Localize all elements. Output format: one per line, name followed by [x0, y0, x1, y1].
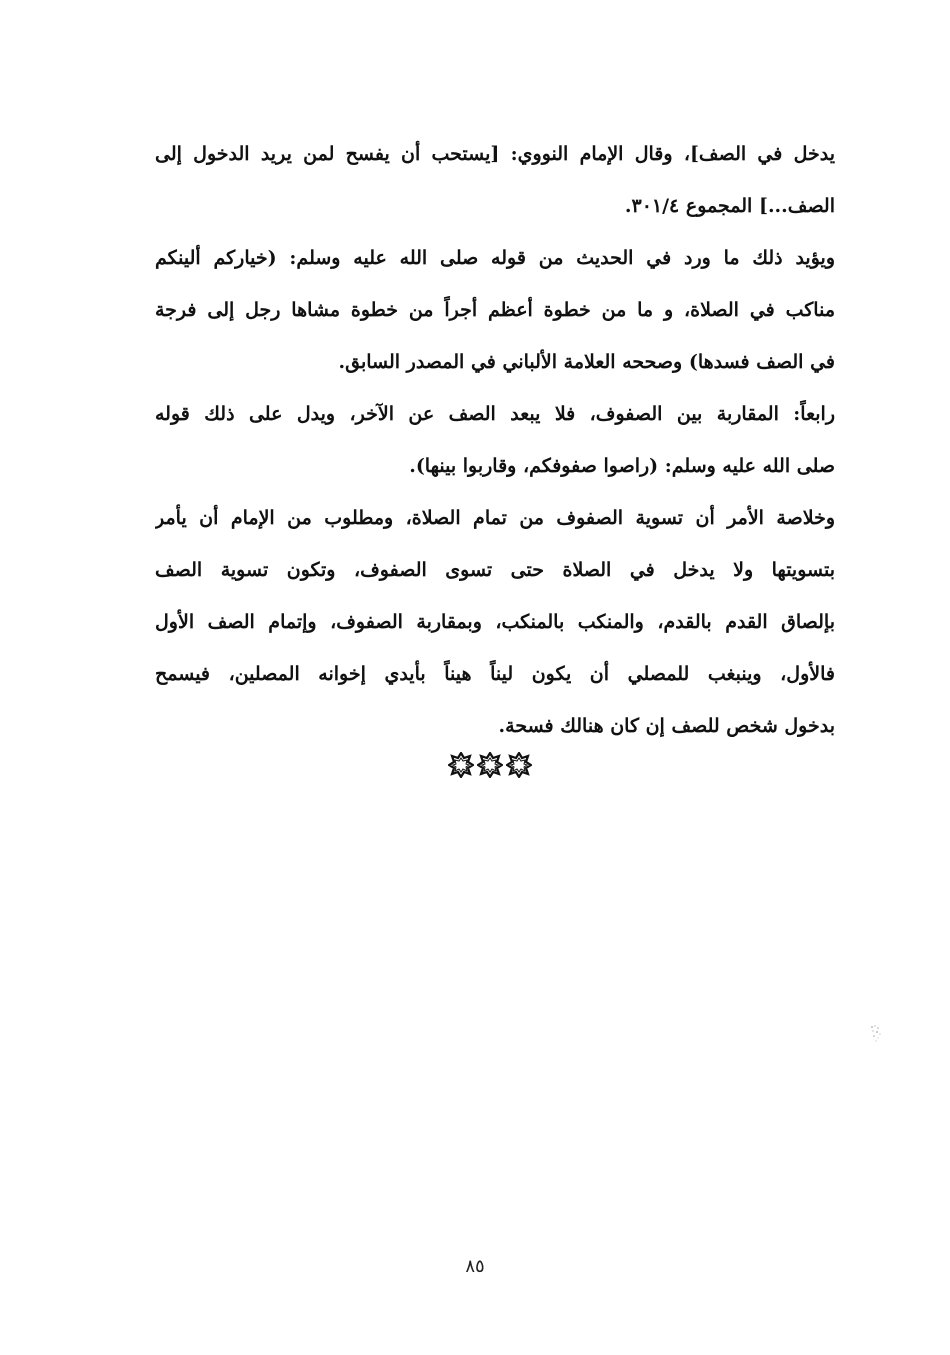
text-line-2: الصف...] المجموع ٣٠١/٤. [624, 195, 835, 217]
text-line-10: بإلصاق القدم بالقدم، والمنكب بالمنكب، وبمقاربة الصفوف، وإتمام الصف الأول [155, 611, 835, 633]
page-number: ٨٥ [465, 1256, 485, 1277]
star-ornament-icon [506, 752, 532, 778]
triple-star-ornament-icon [448, 752, 532, 778]
text-line-1: يدخل في الصف]، وقال الإمام النووي: [يستحب أن يفسح لمن يريد الدخول إلى [155, 143, 835, 165]
star-ornament-icon [477, 752, 503, 778]
text-line-3: ويؤيد ذلك ما ورد في الحديث من قوله صلى الله عليه وسلم: (خياركم ألينكم [155, 247, 835, 269]
text-line-5: في الصف فسدها) وصححه العلامة الألباني في المصدر السابق. [338, 351, 835, 373]
text-line-9: بتسويتها ولا يدخل في الصلاة حتى تسوى الصفوف، وتكون تسوية الصف [155, 559, 835, 581]
text-line-12: بدخول شخص للصف إن كان هنالك فسحة. [498, 715, 835, 737]
text-line-11: فالأول، وينبغب للمصلي أن يكون ليناً هيناً بأيدي إخوانه المصلين، فيسمح [155, 663, 835, 685]
text-line-7: صلى الله عليه وسلم: (راصوا صفوفكم، وقاربوا بينها). [409, 455, 835, 477]
text-line-6: رابعاً: المقاربة بين الصفوف، فلا يبعد الصف عن الآخر، ويدل على ذلك قوله [155, 403, 835, 425]
text-line-4: مناكب في الصلاة، و ما من خطوة أعظم أجراً من خطوة مشاها رجل إلى فرجة [155, 299, 835, 321]
star-ornament-icon [448, 752, 474, 778]
body-text [155, 128, 835, 752]
scan-speck-mark [866, 1022, 886, 1046]
text-line-8: وخلاصة الأمر أن تسوية الصفوف من تمام الصلاة، ومطلوب من الإمام أن يأمر [155, 507, 835, 529]
